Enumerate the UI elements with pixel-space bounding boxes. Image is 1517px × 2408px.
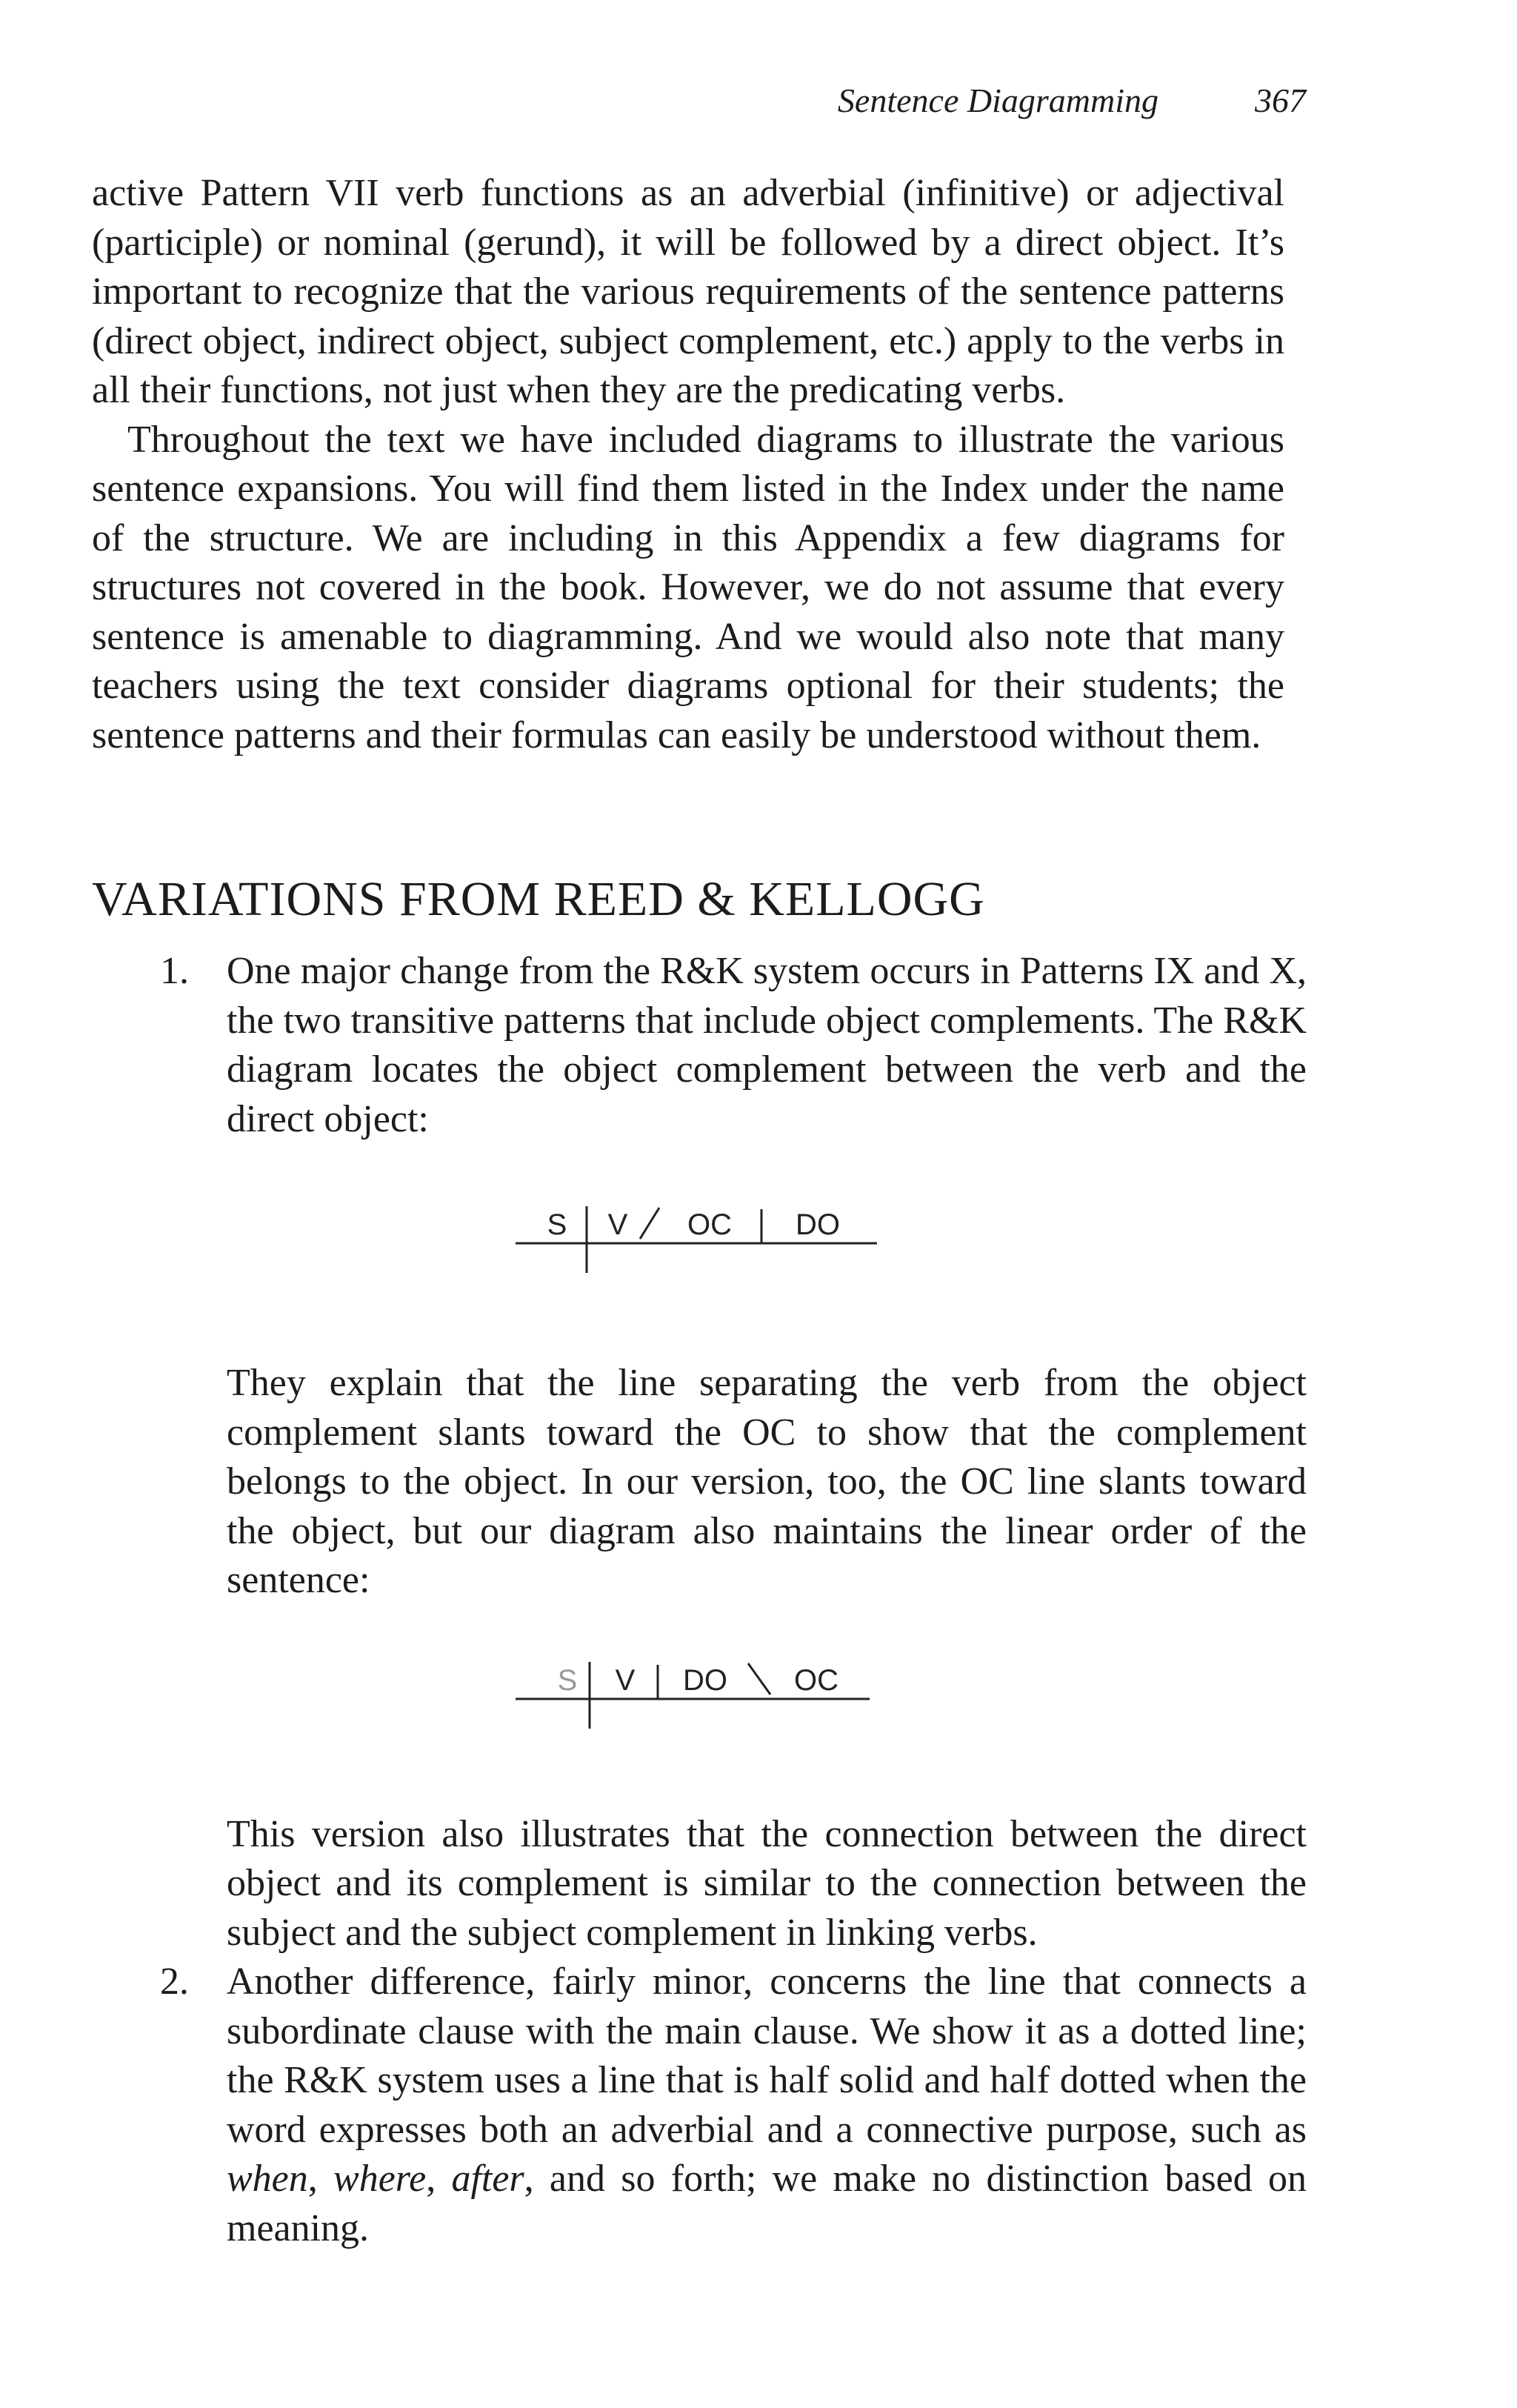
list-item bbox=[92, 1958, 1307, 2253]
running-head bbox=[838, 80, 1306, 122]
example-word: when bbox=[227, 2158, 308, 2200]
numbered-list bbox=[92, 947, 1307, 2253]
list-item-number: 2. bbox=[160, 1960, 189, 2003]
item-paragraph bbox=[227, 1958, 1307, 2253]
list-item-number: 1. bbox=[160, 950, 189, 992]
rk-diagram bbox=[227, 1196, 1307, 1359]
item-paragraph: This version also illustrates that the connection between the direct object and its complement is similar to the connection between the subject and the subject complement in linking verbs. bbox=[227, 1812, 1307, 1954]
section-heading: VARIATIONS FROM REED & KELLOGG bbox=[92, 872, 985, 926]
item-paragraph: One major change from the R&K system occurs in Patterns IX and X, the two transitive patterns that include object complements. The R&K diagram locates the object complement between the verb and the direct object: bbox=[227, 950, 1307, 1140]
list-item-body bbox=[227, 947, 1307, 1958]
paragraph: active Pattern VII verb functions as an adverbial (infinitive) or adjectival (participle) or nominal (gerund), it will be followed by a direct object. It’s important to recognize that the various requirements of the sentence patterns (direct object, indirect object, subject complement, etc.) apply to the verbs in all their functions, not just when they are the predicating verbs. bbox=[92, 172, 1284, 411]
item-text: , and so forth; we make no distinction based on meaning. bbox=[227, 2158, 1307, 2249]
item-paragraph: They explain that the line separating the verb from the object complement slants toward the OC to show that the complement belongs to the object. In our version, too, the OC line slants toward the object, but our diagram also maintains the linear order of the sentence: bbox=[227, 1362, 1307, 1601]
our-diagram bbox=[227, 1652, 1307, 1815]
intro-text bbox=[92, 169, 1284, 760]
item-text: Another difference, fairly minor, concerns the line that connects a subordinate clause with the main clause. We show it as a dotted line; the R&K system uses a line that is half solid and half dotted when the word expresses both an adverbial and a connective purpose, such as bbox=[227, 1960, 1307, 2151]
example-word: where bbox=[333, 2158, 427, 2200]
separator: , bbox=[307, 2158, 334, 2200]
example-word: after bbox=[451, 2158, 524, 2200]
running-head-title: Sentence Diagramming bbox=[837, 82, 1158, 119]
page-number: 367 bbox=[1255, 82, 1306, 119]
oc-label: OC bbox=[687, 1208, 732, 1241]
verb-label: V bbox=[607, 1208, 628, 1241]
oc-label: OC bbox=[794, 1663, 838, 1697]
separator: , bbox=[426, 2158, 452, 2200]
list-item bbox=[92, 947, 1307, 1958]
do-label: DO bbox=[796, 1208, 840, 1241]
list-item-body bbox=[227, 1958, 1307, 2253]
subject-label: S bbox=[547, 1208, 567, 1241]
verb-label: V bbox=[615, 1663, 636, 1697]
paragraph: Throughout the text we have included diagrams to illustrate the various sentence expansions. You will find them listed in the Index under the name of the structure. We are including in this Appendix a few diagrams for structures not covered in the book. However, we do not assume that every sentence is amenable to diagramming. And we would also note that many teachers using the text consider diagrams optional for their students; the sentence patterns and their formulas can easily be understood without them. bbox=[92, 418, 1284, 756]
oc-slant-line bbox=[640, 1208, 659, 1239]
do-label: DO bbox=[683, 1663, 727, 1697]
oc-slant-line bbox=[748, 1663, 770, 1694]
subject-label: S bbox=[557, 1663, 578, 1697]
